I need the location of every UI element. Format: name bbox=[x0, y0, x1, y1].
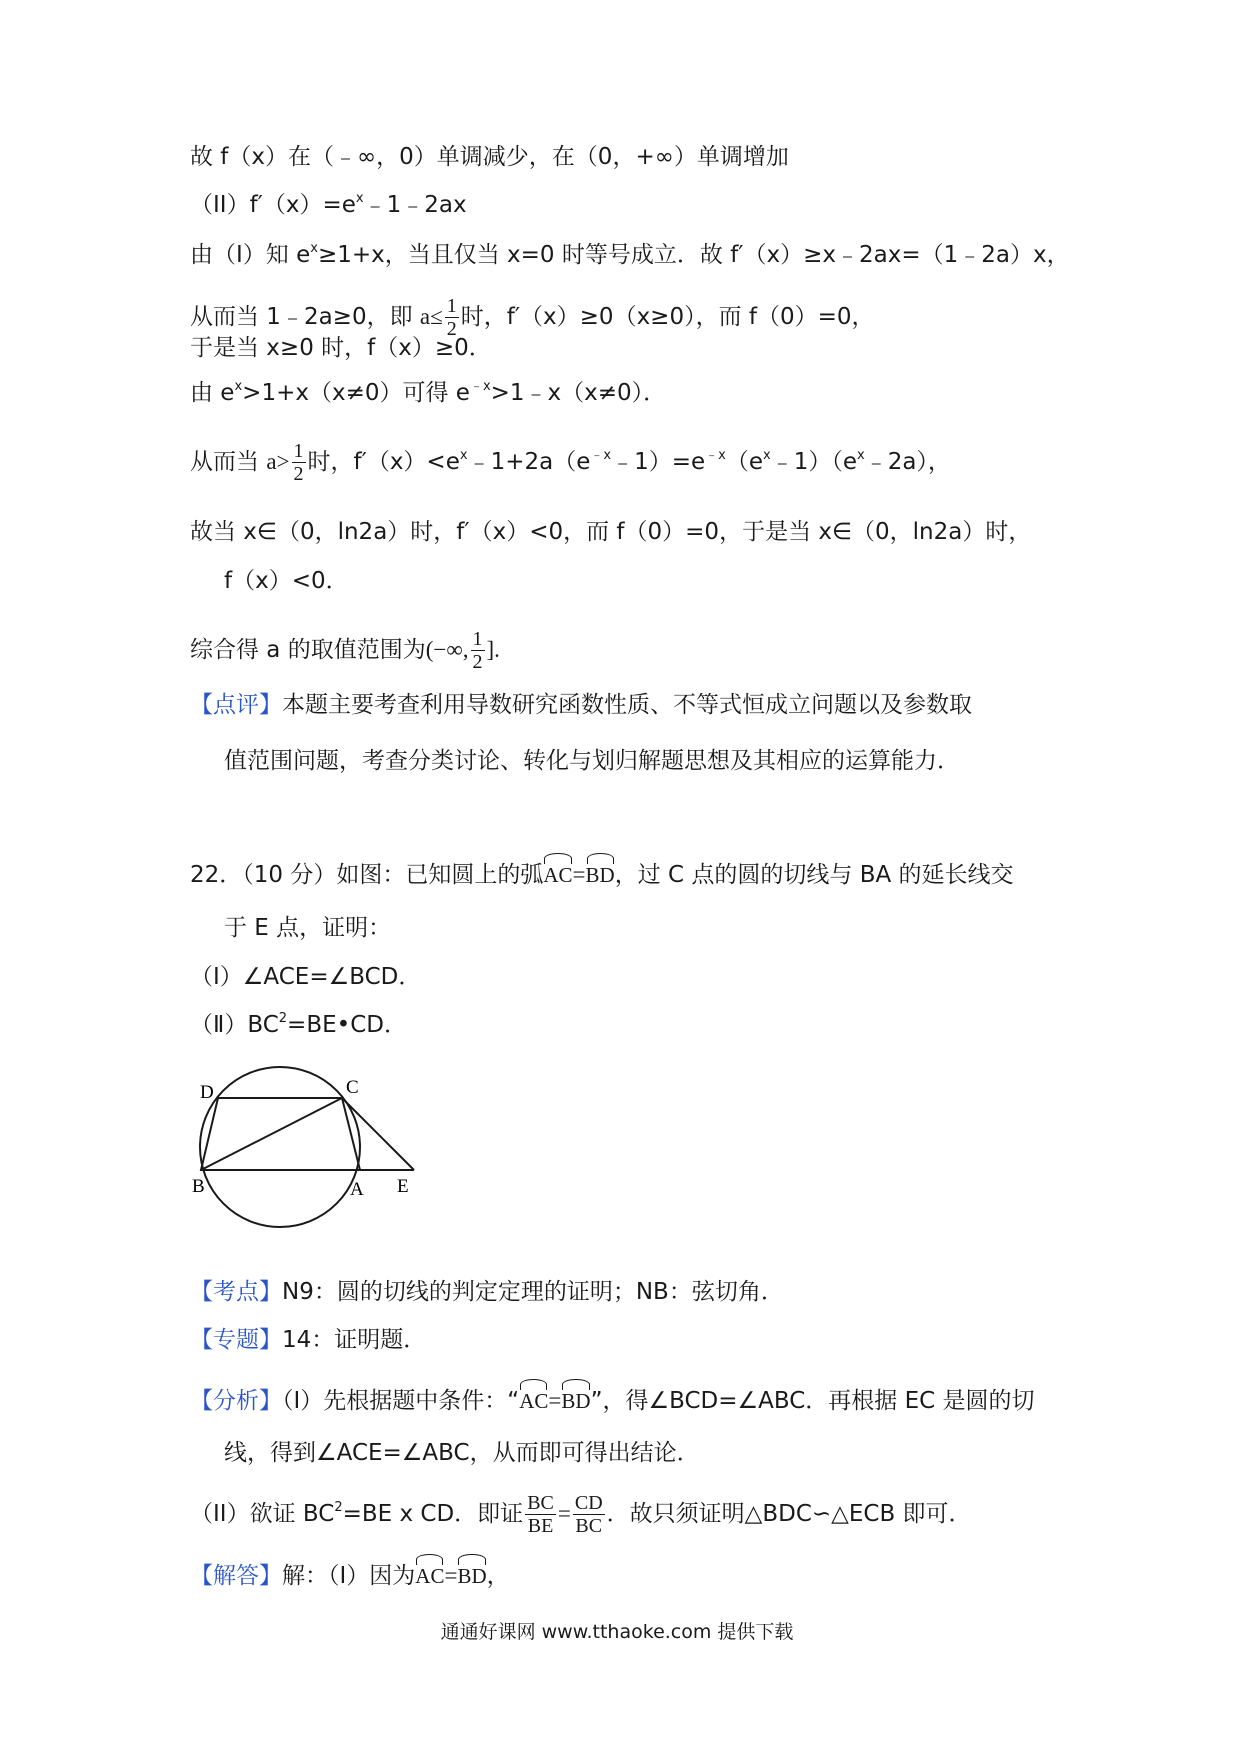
arc-bd: BD bbox=[586, 856, 615, 890]
zhuanti-line bbox=[190, 1325, 426, 1355]
solution-line-8: 故当 x∈（0，ln2a）时，f′（x）<0，而 f（0）=0，于是当 x∈（0，ln2a）时， bbox=[190, 519, 1032, 545]
text-segment: 解：（Ⅰ）因为 bbox=[282, 1563, 416, 1589]
superscript: x bbox=[234, 379, 243, 394]
label-d: D bbox=[200, 1082, 214, 1103]
fenxi-tag: 【分析】 bbox=[190, 1388, 282, 1414]
text-segment: ﹣1+2a（e bbox=[467, 449, 591, 475]
solution-line-10 bbox=[190, 628, 500, 673]
geometry-figure bbox=[190, 1055, 430, 1245]
superscript: x bbox=[856, 448, 865, 463]
arc-ac: AC bbox=[415, 1557, 444, 1591]
text-segment: 由 e bbox=[190, 380, 235, 406]
text-segment: 时，f′（x）<e bbox=[307, 449, 460, 475]
arc-ac: AC bbox=[519, 1382, 548, 1416]
solution-line-3 bbox=[190, 240, 1070, 270]
fenxi-line-2: 线，得到∠ACE=∠ABC，从而即可得出结论． bbox=[224, 1440, 700, 1466]
comment-line-1 bbox=[190, 690, 972, 720]
text-segment: ， bbox=[486, 1563, 510, 1589]
fraction-one-half bbox=[292, 440, 306, 485]
superscript: ﹣x bbox=[590, 448, 612, 463]
equals-sign: = bbox=[572, 862, 586, 887]
superscript: x bbox=[310, 241, 318, 256]
label-e: E bbox=[397, 1176, 409, 1197]
comment-text: 本题主要考查利用导数研究函数性质、不等式恒成立问题以及参数取 bbox=[282, 692, 972, 718]
text-segment: （I）先根据题中条件：“ bbox=[282, 1388, 520, 1414]
tangent-ce bbox=[342, 1098, 414, 1170]
text-segment: ﹣2a）， bbox=[864, 449, 951, 475]
text-segment: 22．（10 分）如图：已知圆上的弧 bbox=[190, 862, 544, 888]
text-segment: >1+x（x≠0）可得 e bbox=[242, 380, 470, 406]
arc-bd: BD bbox=[457, 1557, 486, 1591]
text-segment: （II）f′（x）=e bbox=[190, 192, 356, 218]
text-segment: ﹣1）（e bbox=[770, 449, 857, 475]
label-b: B bbox=[192, 1176, 205, 1197]
interval-close: ]. bbox=[486, 637, 500, 662]
solution-line-1: 故 f（x）在（﹣∞，0）单调减少，在（0，+∞）单调增加 bbox=[190, 144, 789, 170]
text-segment: （II）欲证 BC bbox=[190, 1501, 335, 1527]
solution-line-7 bbox=[190, 440, 951, 485]
interval-open: (−∞, bbox=[425, 637, 469, 662]
quadrilateral-dcab bbox=[201, 1098, 360, 1170]
fraction-denominator: 2 bbox=[472, 651, 483, 673]
circle bbox=[200, 1067, 360, 1227]
kaodian-tag: 【考点】 bbox=[190, 1279, 282, 1305]
equals-sign: = bbox=[548, 1388, 562, 1413]
comment-tag: 【点评】 bbox=[190, 692, 282, 718]
superscript: x bbox=[459, 448, 468, 463]
text-segment: =BE x CD．即证 bbox=[342, 1501, 524, 1527]
fraction-denominator: 2 bbox=[293, 463, 304, 485]
arc-ac: AC bbox=[543, 856, 572, 890]
comment-line-2: 值范围问题，考查分类讨论、转化与划归解题思想及其相应的运算能力． bbox=[224, 748, 960, 774]
solution-line-5: 于是当 x≥0 时，f（x）≥0． bbox=[190, 335, 492, 361]
fraction-denominator: BE bbox=[527, 1515, 554, 1537]
fraction-cd-bc bbox=[573, 1492, 605, 1537]
text-segment: 时，f′（x）≥0（x≥0），而 f（0）=0， bbox=[460, 304, 875, 330]
text-segment: =BE•CD． bbox=[287, 1012, 407, 1038]
fraction-numerator: 1 bbox=[446, 295, 457, 317]
text-segment: ≥1+x，当且仅当 x=0 时等号成立．故 f′（x）≥x﹣2ax=（1﹣2a）x， bbox=[317, 242, 1070, 268]
fraction-numerator: 1 bbox=[472, 628, 483, 650]
problem-part-1: （Ⅰ）∠ACE=∠BCD． bbox=[190, 964, 422, 990]
solution-line-2 bbox=[190, 190, 467, 220]
text-segment: 由（I）知 e bbox=[190, 242, 311, 268]
fraction-bc-be bbox=[525, 1492, 556, 1537]
page-footer: 通通好课网 www.tthaoke.com 提供下载 bbox=[440, 1621, 794, 1643]
equals-sign: = bbox=[444, 1563, 458, 1588]
text-segment: （e bbox=[725, 449, 763, 475]
jieda-line bbox=[190, 1557, 510, 1591]
fraction-denominator: BC bbox=[575, 1515, 603, 1537]
fraction-one-half bbox=[471, 628, 485, 673]
jieda-tag: 【解答】 bbox=[190, 1563, 282, 1589]
equals-sign: = bbox=[557, 1501, 571, 1526]
text-segment: 综合得 a 的取值范围为 bbox=[190, 637, 426, 663]
superscript: x bbox=[355, 191, 364, 206]
text-segment: （Ⅱ）BC bbox=[190, 1012, 279, 1038]
fraction-numerator: 1 bbox=[293, 440, 304, 462]
zhuanti-text: 14：证明题． bbox=[282, 1327, 427, 1353]
diagonal-bc bbox=[201, 1098, 342, 1170]
math-variable: a> bbox=[266, 449, 290, 474]
text-segment: ，过 C 点的圆的切线与 BA 的延长线交 bbox=[614, 862, 1014, 888]
text-segment: 从而当 1﹣2a≥0，即 bbox=[190, 304, 413, 330]
problem-part-2 bbox=[190, 1010, 407, 1040]
arc-bd: BD bbox=[561, 1382, 590, 1416]
label-a: A bbox=[350, 1179, 364, 1200]
superscript: ﹣x bbox=[705, 448, 726, 463]
zhuanti-tag: 【专题】 bbox=[190, 1327, 282, 1353]
superscript: 2 bbox=[278, 1011, 288, 1026]
text-segment: ﹣1﹣2ax bbox=[363, 192, 467, 218]
text-segment: ”，得∠BCD=∠ABC．再根据 EC 是圆的切 bbox=[590, 1388, 1035, 1414]
kaodian-text: N9：圆的切线的判定定理的证明；NB：弦切角． bbox=[282, 1279, 784, 1305]
fraction-denominator: 2 bbox=[446, 318, 457, 340]
text-segment: 从而当 bbox=[190, 449, 259, 475]
text-segment: ．故只须证明△BDC∽△ECB 即可． bbox=[606, 1501, 972, 1527]
solution-line-9: f（x）<0． bbox=[224, 568, 349, 594]
fenxi-line-3 bbox=[190, 1492, 972, 1537]
text-segment: >1﹣x（x≠0）． bbox=[490, 380, 667, 406]
label-c: C bbox=[346, 1077, 359, 1098]
fraction-numerator: BC bbox=[527, 1492, 554, 1514]
fraction-numerator: CD bbox=[574, 1492, 603, 1514]
text-segment: ﹣1）=e bbox=[611, 449, 706, 475]
superscript: 2 bbox=[334, 1500, 343, 1515]
problem-line-2: 于 E 点，证明： bbox=[224, 915, 392, 941]
solution-line-6 bbox=[190, 378, 666, 408]
problem-heading bbox=[190, 856, 1014, 890]
superscript: x bbox=[762, 448, 771, 463]
fenxi-line-1 bbox=[190, 1382, 1035, 1416]
kaodian-line bbox=[190, 1277, 784, 1307]
superscript: ﹣x bbox=[469, 379, 491, 394]
math-variable: a≤ bbox=[419, 304, 443, 329]
